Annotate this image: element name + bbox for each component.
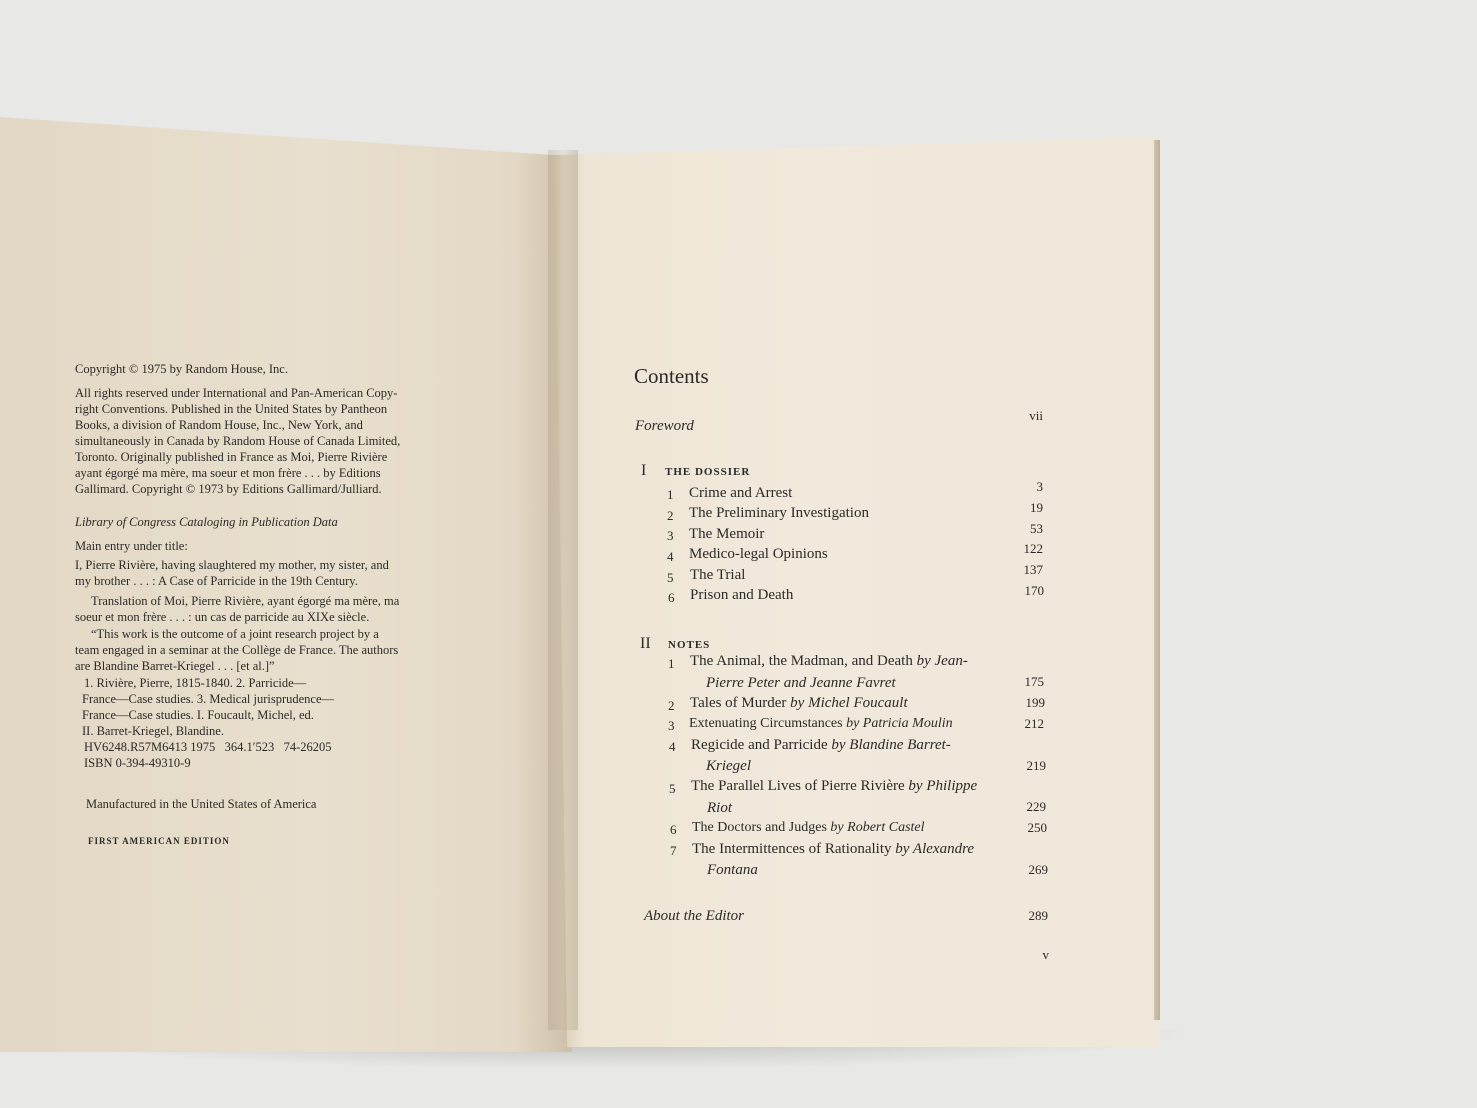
toc-item-title: The Preliminary Investigation [689,505,869,521]
rights-line: right Conventions. Published in the United States by Pantheon [75,402,388,416]
toc-item-number: 4 [667,549,674,564]
toc-item-title-text: The Parallel Lives of Pierre Rivière [691,778,905,794]
toc-item-author-cont: Kriegel [706,758,751,774]
toc-item-author: by Philippe [908,778,978,794]
toc-item-title [691,735,951,755]
toc-item-number: 2 [668,698,675,713]
toc-item-page: 219 [1026,758,1046,773]
rights-line: Toronto. Originally published in France as Moi, Pierre Rivière [75,450,388,464]
toc-item-title: Prison and Death [690,587,794,603]
toc-item-title: Medico-legal Opinions [689,546,828,562]
rights-line: ayant égorgé ma mère, ma soeur et mon frère . . . by Editions [75,466,381,480]
toc-item-page: 199 [1025,695,1045,710]
quote-line: are Blandine Barret-Kriegel . . . [et al.]” [75,659,275,673]
toc-item-number: 6 [668,590,675,605]
toc-item-title: The Memoir [689,526,765,542]
page-edge [1154,140,1160,1020]
title-entry [75,557,485,589]
toc-item-page: 122 [1023,541,1043,556]
rights-line: All rights reserved under International and Pan-American Copy- [75,386,398,400]
translation-note [75,593,485,625]
call-number: HV6248.R57M6413 1975 364.1′523 74-26205 [84,740,332,754]
quote-note [75,626,485,674]
about-editor-page: 289 [1028,908,1048,923]
translation-line: Translation of Moi, Pierre Rivière, ayant égorgé ma mère, ma [91,594,400,608]
part-title: THE DOSSIER [665,466,751,478]
edition-line: FIRST AMERICAN EDITION [88,836,230,846]
toc-item-title [692,818,925,838]
manufactured-line: Manufactured in the United States of America [86,797,317,811]
toc-item-title-text: Regicide and Parricide [691,737,828,753]
rights-paragraph [75,385,485,497]
contents-title: Contents [634,364,709,388]
subject-headings [82,675,482,739]
toc-item-title: The Trial [690,567,746,583]
isbn: ISBN 0-394-49310-9 [84,756,191,770]
toc-item-title-text: Tales of Murder [690,695,787,711]
cip-heading: Library of Congress Cataloging in Publication Data [75,515,338,529]
part-numeral: II [640,635,651,652]
toc-item-title [692,839,974,859]
toc-item-author: by Robert Castel [830,820,925,835]
about-editor-title: About the Editor [644,908,744,924]
toc-item-title [690,693,908,713]
toc-item-page: 175 [1024,674,1044,689]
toc-item-page: 19 [1030,500,1043,515]
toc-item-page: 269 [1028,862,1048,877]
quote-line: team engaged in a seminar at the Collège de France. The authors [75,643,399,657]
toc-item-number: 3 [668,718,675,733]
rights-line: Gallimard. Copyright © 1973 by Editions Gallimard/Julliard. [75,482,382,496]
toc-item-number: 5 [667,570,674,585]
toc-item-number: 1 [668,656,675,671]
foreword-title: Foreword [635,418,694,434]
part-numeral: I [641,462,647,479]
subject-line: II. Barret-Kriegel, Blandine. [82,724,224,738]
title-entry-line: I, Pierre Rivière, having slaughtered my mother, my sister, and [75,558,389,572]
toc-item-title [689,714,953,734]
toc-item-title [690,651,968,671]
subject-line: 1. Rivière, Pierre, 1815-1840. 2. Parricide— [84,676,307,690]
toc-item-author-cont: Fontana [707,862,758,878]
toc-item-number: 3 [667,528,674,543]
main-entry: Main entry under title: [75,539,188,553]
toc-item-number: 2 [667,508,674,523]
toc-item-page: 229 [1026,799,1046,814]
toc-item-page: 3 [1036,479,1043,494]
toc-item-author: by Blandine Barret- [831,737,951,753]
toc-item-page: 137 [1023,562,1043,577]
book-gutter [548,150,578,1030]
toc-item-author-cont: Pierre Peter and Jeanne Favret [706,675,896,691]
part-title: NOTES [668,639,711,651]
toc-item-title-text: The Intermittences of Rationality [692,841,892,857]
title-entry-line: my brother . . . : A Case of Parricide in the 19th Century. [75,574,358,588]
toc-item-number: 7 [670,843,677,858]
toc-item-number: 4 [669,739,676,754]
toc-item-title: Crime and Arrest [689,485,793,501]
toc-item-author-cont: Riot [707,800,732,816]
toc-item-page: 53 [1030,521,1043,536]
subject-line: France—Case studies. 3. Medical jurisprudence— [82,692,335,706]
toc-item-title-text: The Doctors and Judges [692,820,827,835]
toc-item-author: by Patricia Moulin [846,716,953,731]
toc-item-page: 170 [1024,583,1044,598]
toc-item-number: 1 [667,487,674,502]
subject-line: France—Case studies. I. Foucault, Michel, ed. [82,708,314,722]
page-folio: v [1042,947,1049,962]
toc-item-page: 212 [1024,716,1044,731]
quote-line: “This work is the outcome of a joint research project by a [91,627,379,641]
copyright-line: Copyright © 1975 by Random House, Inc. [75,362,288,376]
toc-item-page: 250 [1027,820,1047,835]
toc-item-title [691,776,977,796]
rights-line: simultaneously in Canada by Random House of Canada Limited, [75,434,401,448]
toc-item-number: 6 [670,822,677,837]
toc-item-title-text: The Animal, the Madman, and Death [690,653,913,669]
rights-line: Books, a division of Random House, Inc., New York, and [75,418,363,432]
toc-item-author: by Jean- [916,653,968,669]
toc-item-number: 5 [669,781,676,796]
toc-item-author: by Michel Foucault [790,695,908,711]
foreword-page: vii [1029,408,1043,423]
toc-item-author: by Alexandre [895,841,975,857]
toc-item-title-text: Extenuating Circumstances [689,716,843,731]
translation-line: soeur et mon frère . . . : un cas de parricide au XIXe siècle. [75,610,370,624]
